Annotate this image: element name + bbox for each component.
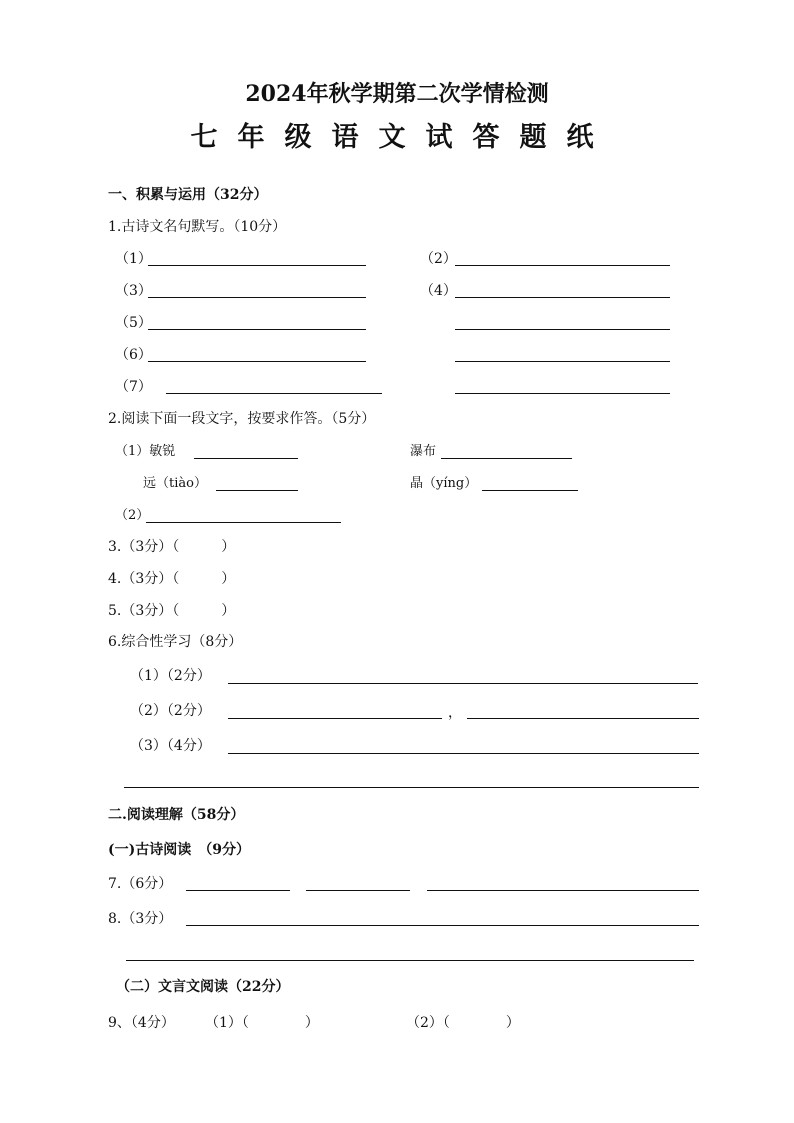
q1-answer-line-4[interactable] [455,297,670,298]
q1-answer-line-5b[interactable] [455,329,670,330]
q6-sub1-label: （1）（2分） [130,668,211,684]
q1-answer-line-7b[interactable] [455,393,670,394]
section1-heading: 一、积累与运用（32分） [108,187,268,203]
q8-label: 8.（3分） [108,911,173,927]
q2-minrui-line[interactable] [194,458,298,459]
q1-answer-line-7[interactable] [166,393,382,394]
q7-line-1[interactable] [186,890,290,891]
q1-answer-line-3[interactable] [148,297,366,298]
q2-yuan-line[interactable] [216,490,298,491]
q1-item-7: （7） [115,379,152,395]
q1-item-6: （6） [115,347,152,363]
q6-sub3-line-b[interactable] [124,787,699,788]
q9-sub2-answer[interactable]: （2）（ ） [406,1015,520,1031]
classical-chinese-heading: （二）文言文阅读（22分） [116,979,290,995]
q3-answer[interactable]: 3.（3分）（ ） [108,539,236,555]
exam-title: 2024年秋学期第二次学情检测 [245,81,549,107]
q2-sub2-line[interactable] [146,522,341,523]
q1-answer-line-6[interactable] [148,361,366,362]
q1-item-2: （2） [420,251,457,267]
q2-yuan-word: 远（tiào） [143,476,207,491]
ancient-poem-heading: (一)古诗阅读 （9分） [108,842,250,858]
q7-label: 7.（6分） [108,876,173,892]
q2-sub1-prefix: （1）敏锐 [115,444,176,459]
q8-line-2[interactable] [126,960,694,961]
section2-heading: 二.阅读理解（58分） [108,807,245,823]
q1-answer-line-5[interactable] [148,329,366,330]
q6-sub2-line-b[interactable] [467,718,699,719]
q1-answer-line-6b[interactable] [455,361,670,362]
q4-answer[interactable]: 4.（3分）（ ） [108,571,236,587]
q2-jing-line[interactable] [482,490,578,491]
q7-line-2[interactable] [306,890,410,891]
q6-sub3-line-a[interactable] [228,753,699,754]
q2-jing-word: 晶（yíng） [410,476,478,491]
q2-pubu-line[interactable] [441,458,572,459]
q2-label: 2.阅读下面一段文字，按要求作答。（5分） [108,411,376,427]
q6-sub1-line[interactable] [228,683,698,684]
q1-item-3: （3） [115,283,152,299]
q9-label: 9、（4分） [108,1015,175,1031]
q5-answer[interactable]: 5.（3分）（ ） [108,603,236,619]
q6-sub2-comma: ， [448,705,462,721]
q1-label: 1.古诗文名句默写。（10分） [108,219,287,235]
q1-item-4: （4） [420,283,457,299]
q8-line-1[interactable] [186,925,699,926]
q2-pubu-word: 瀑布 [410,444,437,459]
q1-answer-line-2[interactable] [455,265,670,266]
answer-sheet-title: 七年级语文试答题纸 [190,122,614,153]
q9-sub1-answer[interactable]: （1）（ ） [205,1015,319,1031]
q6-sub2-label: （2）（2分） [130,703,211,719]
q1-item-5: （5） [115,315,152,331]
q6-label: 6.综合性学习（8分） [108,634,243,650]
q1-item-1: （1） [115,251,152,267]
q6-sub2-line-a[interactable] [228,718,442,719]
q6-sub3-label: （3）（4分） [130,738,211,754]
q7-line-3[interactable] [427,890,699,891]
q2-sub2-prefix: （2） [115,508,150,523]
q1-answer-line-1[interactable] [148,265,366,266]
